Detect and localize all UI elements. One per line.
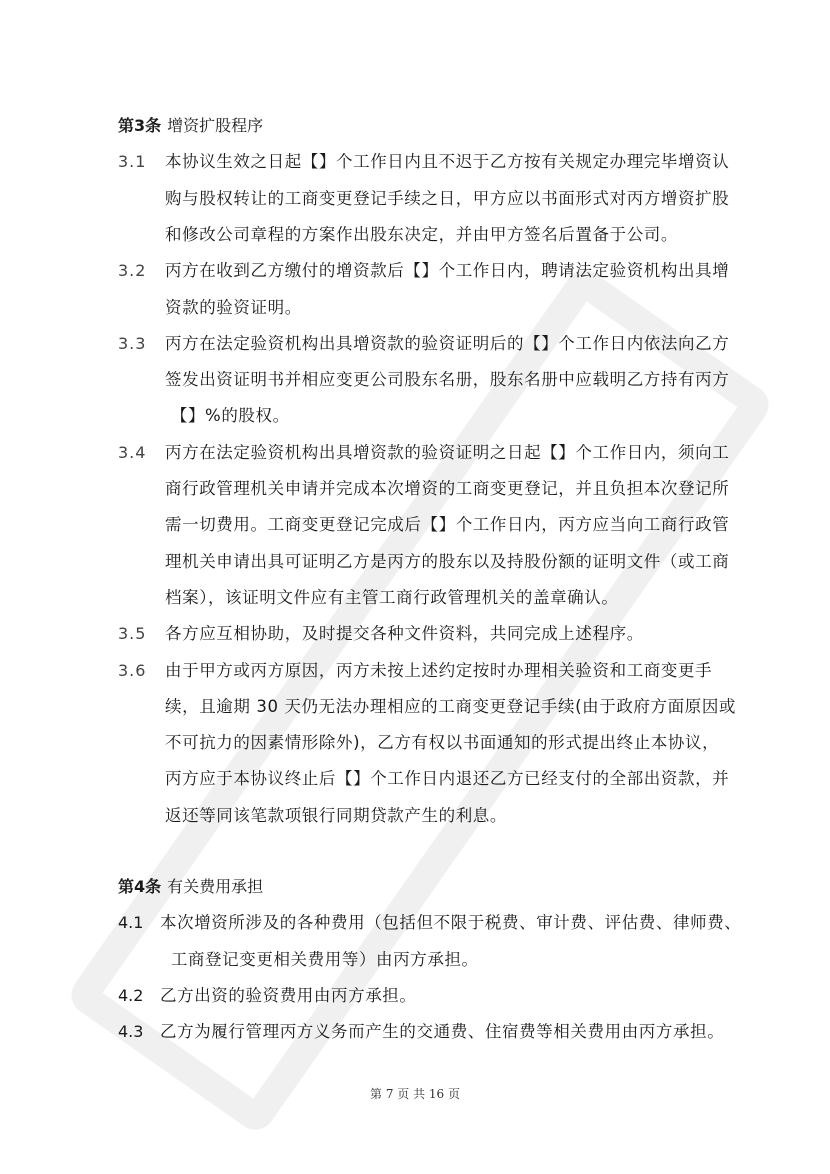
clause-text-line: 续，且逾期 30 天仍无法办理相应的工商变更登记手续(由于政府方面原因或: [165, 696, 737, 716]
clause-number: 4.3: [118, 1022, 144, 1042]
section-heading: [118, 869, 263, 905]
clause-text-line: 和修改公司章程的方案作出股东决定，并由甲方签名后置备于公司。: [165, 224, 678, 244]
clause-text-line: 返还等同该笔款项银行同期贷款产生的利息。: [165, 805, 507, 825]
clause-text-line: 丙方应于本协议终止后【】个工作日内退还乙方已经支付的全部出资款，并: [165, 769, 730, 789]
clause-text-line: 本协议生效之日起【】个工作日内且不迟于乙方按有关规定办理完毕增资认: [165, 152, 730, 172]
clause-number: 3.6: [118, 660, 147, 680]
clause-number: 4.2: [118, 985, 144, 1005]
clause-text-line: 理机关申请出具可证明乙方是丙方的股东以及持股份额的证明文件（或工商: [165, 551, 730, 571]
clause-text-line: 购与股权转让的工商变更登记手续之日，甲方应以书面形式对丙方增资扩股: [165, 188, 730, 208]
section-label: 第4条: [118, 877, 162, 896]
clause-text-line: 档案），该证明文件应有主管工商行政管理机关的盖章确认。: [165, 587, 619, 607]
section-label: 第3条: [118, 116, 162, 135]
section-title: 增资扩股程序: [167, 116, 264, 135]
clause-text-line: 不可抗力的因素情形除外)，乙方有权以书面通知的形式提出终止本协议，: [165, 733, 720, 753]
clause-text-line: 签发出资证明书并相应变更公司股东名册，股东名册中应载明乙方持有丙方: [165, 370, 730, 390]
section-title: 有关费用承担: [167, 877, 264, 896]
section-heading: [118, 108, 263, 144]
clause-number: 3.1: [118, 152, 147, 172]
clause-text-line: 各方应互相协助，及时提交各种文件资料，共同完成上述程序。: [165, 624, 644, 644]
clause-number: 3.2: [118, 261, 147, 281]
clause-text-line: 需一切费用。工商变更登记完成后【】个工作日内，丙方应当向工商行政管: [165, 515, 730, 535]
clause-text-line: 本次增资所涉及的各种费用（包括但不限于税费、审计费、评估费、律师费、: [160, 913, 742, 933]
clause-text-line: 乙方出资的验资费用由丙方承担。: [160, 985, 417, 1005]
clause-text-line: 工商登记变更相关费用等）由丙方承担。: [165, 949, 479, 969]
clause-number: 3.4: [118, 442, 147, 462]
clause-number: 4.1: [118, 913, 144, 933]
clause-text-line: 【】%的股权。: [165, 406, 290, 426]
page-footer: 第 7 页 共 16 页: [370, 1087, 460, 1101]
clause-text-line: 丙方在收到乙方缴付的增资款后【】个工作日内，聘请法定验资机构出具增: [165, 261, 730, 281]
clause-text-line: 资款的验资证明。: [165, 297, 302, 317]
clause-text-line: 由于甲方或丙方原因，丙方未按上述约定按时办理相关验资和工商变更手: [165, 660, 713, 680]
clause-text-line: 乙方为履行管理丙方义务而产生的交通费、住宿费等相关费用由丙方承担。: [160, 1022, 725, 1042]
clause-text-line: 丙方在法定验资机构出具增资款的验资证明之日起【】个工作日内，须向工: [165, 442, 730, 462]
clause-text-line: 丙方在法定验资机构出具增资款的验资证明后的【】个工作日内依法向乙方: [165, 333, 730, 353]
clause-number: 3.5: [118, 624, 147, 644]
clause-number: 3.3: [118, 333, 147, 353]
clause-text-line: 商行政管理机关申请并完成本次增资的工商变更登记，并且负担本次登记所: [165, 479, 730, 498]
